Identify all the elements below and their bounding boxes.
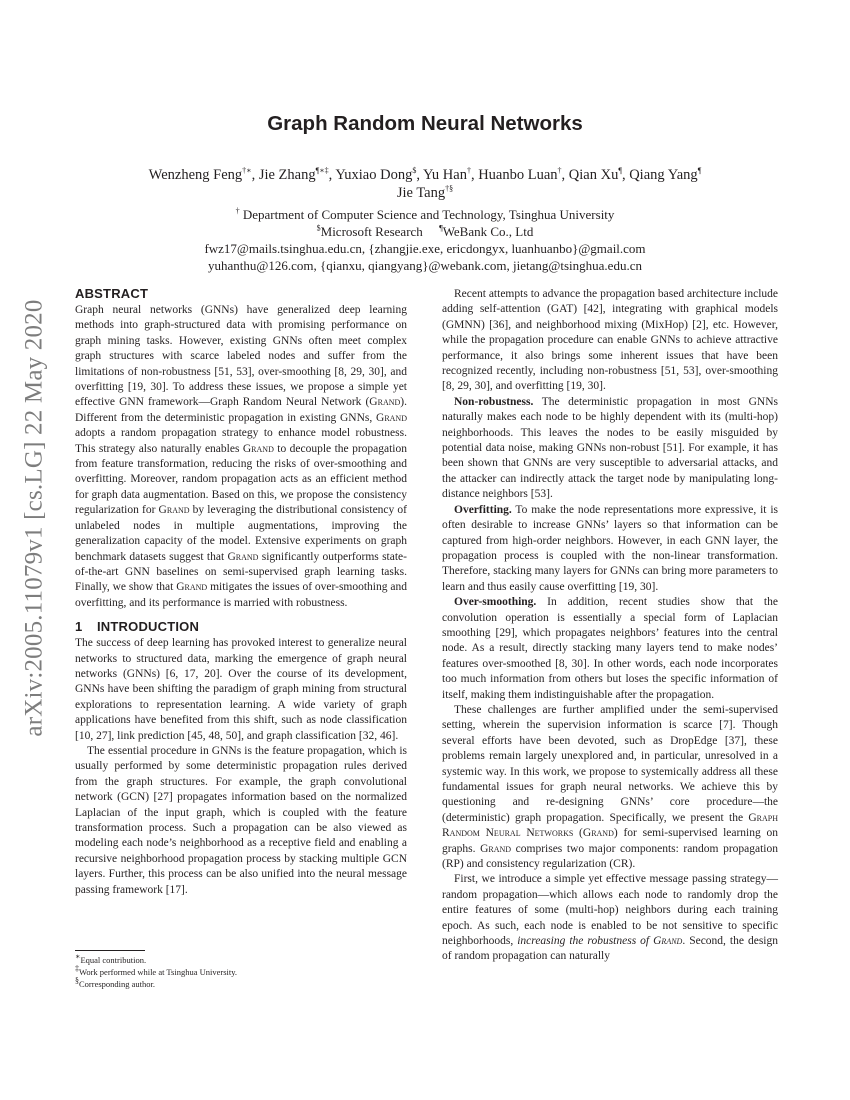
method-name: Grand (176, 581, 208, 594)
author-name: Huanbo Luan (478, 167, 558, 183)
text-run-italic: increasing the robustness of (517, 935, 654, 948)
email-line: yuhanthu@126.com, {qianxu, qiangyang}@webank.com, jietang@tsinghua.edu.cn (208, 258, 642, 273)
text-run: First, we introduce a simple yet effective message passing strategy—random propagation—which allows each node to randomly drop the entire features of some (multi-hop) neighbors during each training epoch. As such, each node is enabled to be not sensitive to specific neighborhoods, (442, 873, 778, 948)
footnote-text: Equal contribution. (80, 955, 147, 965)
run-in-heading: Non-robustness. (454, 395, 534, 408)
text-run: comprises two major components: random propagation (RP) and consistency regularization (CR). (442, 842, 778, 871)
body-paragraph: Recent attempts to advance the propagation based architecture include adding self-attention (GAT) [42], integrating with graphical models (GMNN) [36], and neighborhood mixing (MixHop) [2], etc. However, while the propagation procedure can enable GNNs to achieve attractive performance, it also brings some inherent issues that have been recognized recently, including non-robustness [51, 53], over-smoothing [8, 29, 30], and overfitting [19, 30]. (442, 288, 778, 393)
method-name: Graph Random Neural Networks (442, 811, 778, 840)
method-name: Grand (480, 842, 512, 855)
method-name: Grand (158, 504, 190, 517)
text-run: ) for semi-supervised learning on graphs. (442, 827, 778, 855)
text-run: significantly outperforms state-of-the-art GNN baselines on semi-supervised graph learning tasks. Finally, we show that (75, 550, 407, 594)
right-column (442, 287, 778, 965)
non-robustness-paragraph (442, 395, 778, 503)
method-name: Grand (653, 935, 683, 948)
text-run: ( (573, 827, 583, 840)
author-name: Yuxiao Dong (335, 167, 413, 183)
affiliation-mark: ¶ (439, 223, 443, 233)
author-name: Qian Xu (568, 167, 619, 183)
text-run: These challenges are further amplified under the semi-supervised setting, wherein the supervision information is scarce [7]. Though several efforts have been devoted, such as DropEdge [37], these problems remain largely unexplored and, in particular, unresolved in a systemic way. In this work, we propose to systemically address all these fundamental issues for graph neural networks. We achieve this by questioning and re-designing GNNs’ core procedure—the (deterministic) graph propagation. Specifically, we present the (442, 703, 778, 824)
text-run: by leveraging the distributional consistency of unlabeled nodes in multiple augmentations, improving the generalization capacity of the model. Extensive experiments on graph benchmark datasets suggest that (75, 504, 407, 563)
footnote (75, 954, 407, 966)
paper-title: Graph Random Neural Networks (267, 112, 583, 135)
author-name: Yu Han (423, 167, 467, 183)
author-mark: ¶ (618, 166, 622, 176)
author-mark: ¶∗‡ (315, 166, 329, 176)
method-name: Grand (582, 827, 614, 840)
abstract-heading: ABSTRACT (75, 286, 149, 301)
author-name: Wenzheng Feng (148, 167, 243, 183)
text-run: . Second, the design of random propagation can naturally (442, 935, 778, 963)
method-name: Grand (227, 550, 259, 563)
run-in-heading: Overfitting. (454, 503, 512, 516)
author-name: Jie Tang (396, 185, 446, 201)
left-column (75, 286, 407, 898)
author-mark: † (466, 166, 471, 176)
author-mark: ¶ (697, 166, 702, 176)
method-name: Grand (376, 411, 407, 424)
text-run: Graph neural networks (GNNs) have generalized deep learning methods into graph-structured data with promising performance on graph mining tasks. However, existing GNNs often meet complex graph structures with scarce labeled nodes and suffer from the limitations of non-robustness [51, 53], over-smoothing [8, 29, 30], and overfitting [19, 30]. To address these issues, we propose a simple yet effective GNN framework—Graph Random Neural Network ( (75, 304, 407, 409)
abstract-text (75, 303, 407, 611)
footnote-text: Work performed while at Tsinghua University. (79, 967, 238, 977)
footnote-rule (75, 950, 145, 951)
text-run: mitigates the issues of over-smoothing and overfitting, and its performance is married with robustness. (75, 581, 407, 609)
affiliation-text: WeBank Co., Ltd (442, 224, 534, 239)
author-name: Qiang Yang (629, 167, 698, 183)
arxiv-stamp (10, 268, 60, 768)
author-mark: † (557, 166, 562, 176)
arxiv-id: arXiv:2005.11079v1 [cs.LG] 22 May 2020 (21, 299, 49, 737)
footnote-text: Corresponding author. (79, 979, 156, 989)
affiliation-mark: † (235, 206, 240, 216)
text-run: ). Different from the deterministic propagation in existing GNNs, (75, 396, 407, 424)
footnote (75, 966, 407, 978)
intro-paragraph: The essential procedure in GNNs is the feature propagation, which is usually performed by some deterministic propagation rules derived from the graph structures. For example, the graph convolutional network (GCN) [27] propagates information based on the normalized Laplacian of the input graph, which is coupled with the feature transformation process. Such a propagation can be also viewed as modeling each node’s neighborhood as a receptive field and enabling a recursive neighborhood propagation process by stacking multiple GCN layers. Further, this process can be also unified into the neural message passing framework [17]. (75, 744, 407, 896)
text-run: adopts a random propagation strategy to enhance model robustness. This strategy also naturally enables (75, 427, 407, 455)
intro-heading (75, 619, 407, 634)
text-run: To make the node representations more expressive, it is often desirable to increase GNNs’ layers so that information can be captured from high-order neighbors. However, in each GNN layer, the propagation process is coupled with the non-linear transformation. Therefore, stacking many layers for GNNs can bring more parameters to learn and thus easily cause overfitting [19, 30]. (442, 503, 778, 593)
footnotes (75, 950, 407, 990)
run-in-heading: Over-smoothing. (454, 596, 537, 609)
author-mark: †§ (445, 184, 454, 194)
over-smoothing-paragraph (442, 595, 778, 703)
text-run: to decouple the propagation from feature transformation, reducing the risks of over-smoothing and overfitting. Moreover, random propagation acts as an efficient method for graph data augmentation. Based on this, we propose the consistency regularization for (75, 442, 407, 517)
section-title: INTRODUCTION (97, 619, 200, 635)
paper-header (60, 112, 790, 274)
footnote-mark: ‡ (75, 964, 79, 974)
intro-paragraph: The success of deep learning has provoked interest to generalize neural networks to structured data, marking the emergence of graph neural networks (GNNs) [6, 17, 20]. Over the course of its development, GNNs have been shifting the paradigm of graph mining from structural explorations to representation learning. A wide variety of graph applications have benefited from this shift, such as node classification [10, 27], link prediction [45, 48, 50], and graph classification [32, 46]. (75, 637, 407, 742)
footnote (75, 978, 407, 990)
footnote-mark: § (75, 976, 79, 986)
affiliation-tsinghua (60, 206, 790, 223)
affiliation-companies (60, 223, 790, 240)
body-paragraph (442, 872, 778, 964)
email-line: fwz17@mails.tsinghua.edu.cn, {zhangjie.exe, ericdongyx, luanhuanbo}@gmail.com (204, 241, 646, 256)
text-run: The deterministic propagation in most GNNs naturally makes each node to be highly dependent with its (multi-hop) neighborhoods. This leaves the nodes to be easily misguided by potential data noise, making GNNs non-robust [51]. For example, it has been shown that GNNs are very susceptible to adversarial attacks, and the attacker can indirectly attack the target node by manipulating long-distance neighbors [53]. (442, 395, 778, 501)
body-paragraph (442, 703, 778, 872)
affiliation-text: Department of Computer Science and Technology, Tsinghua University (242, 207, 615, 222)
text-run: In addition, recent studies show that the convolution operation is essentially a special form of Laplacian smoothing [29], which propagates neighbors’ features into the central node. As a result, directly stacking many layers tend to make nodes’ features over-smoothed [8, 30]. In other words, each node incorporates too much information from others but loses the specific information of itself, making them indistinguishable after the propagation. (442, 596, 778, 701)
overfitting-paragraph (442, 503, 778, 595)
affiliation-text: Microsoft Research (320, 224, 423, 239)
method-name: Grand (242, 442, 274, 455)
author-mark: $ (412, 166, 417, 176)
affiliation-mark: $ (316, 223, 321, 233)
method-name: Grand (369, 396, 401, 409)
footnote-mark: ∗ (75, 952, 81, 962)
author-name: Jie Zhang (258, 167, 316, 183)
author-mark: †∗ (242, 166, 252, 176)
author-list: Wenzheng Feng†∗, Jie Zhang¶∗‡, Yuxiao Dong$, Yu Han†, Huanbo Luan†, Qian Xu¶, Qiang Yang¶ Jie Tang†§ (148, 166, 702, 201)
section-number: 1 (75, 619, 83, 635)
